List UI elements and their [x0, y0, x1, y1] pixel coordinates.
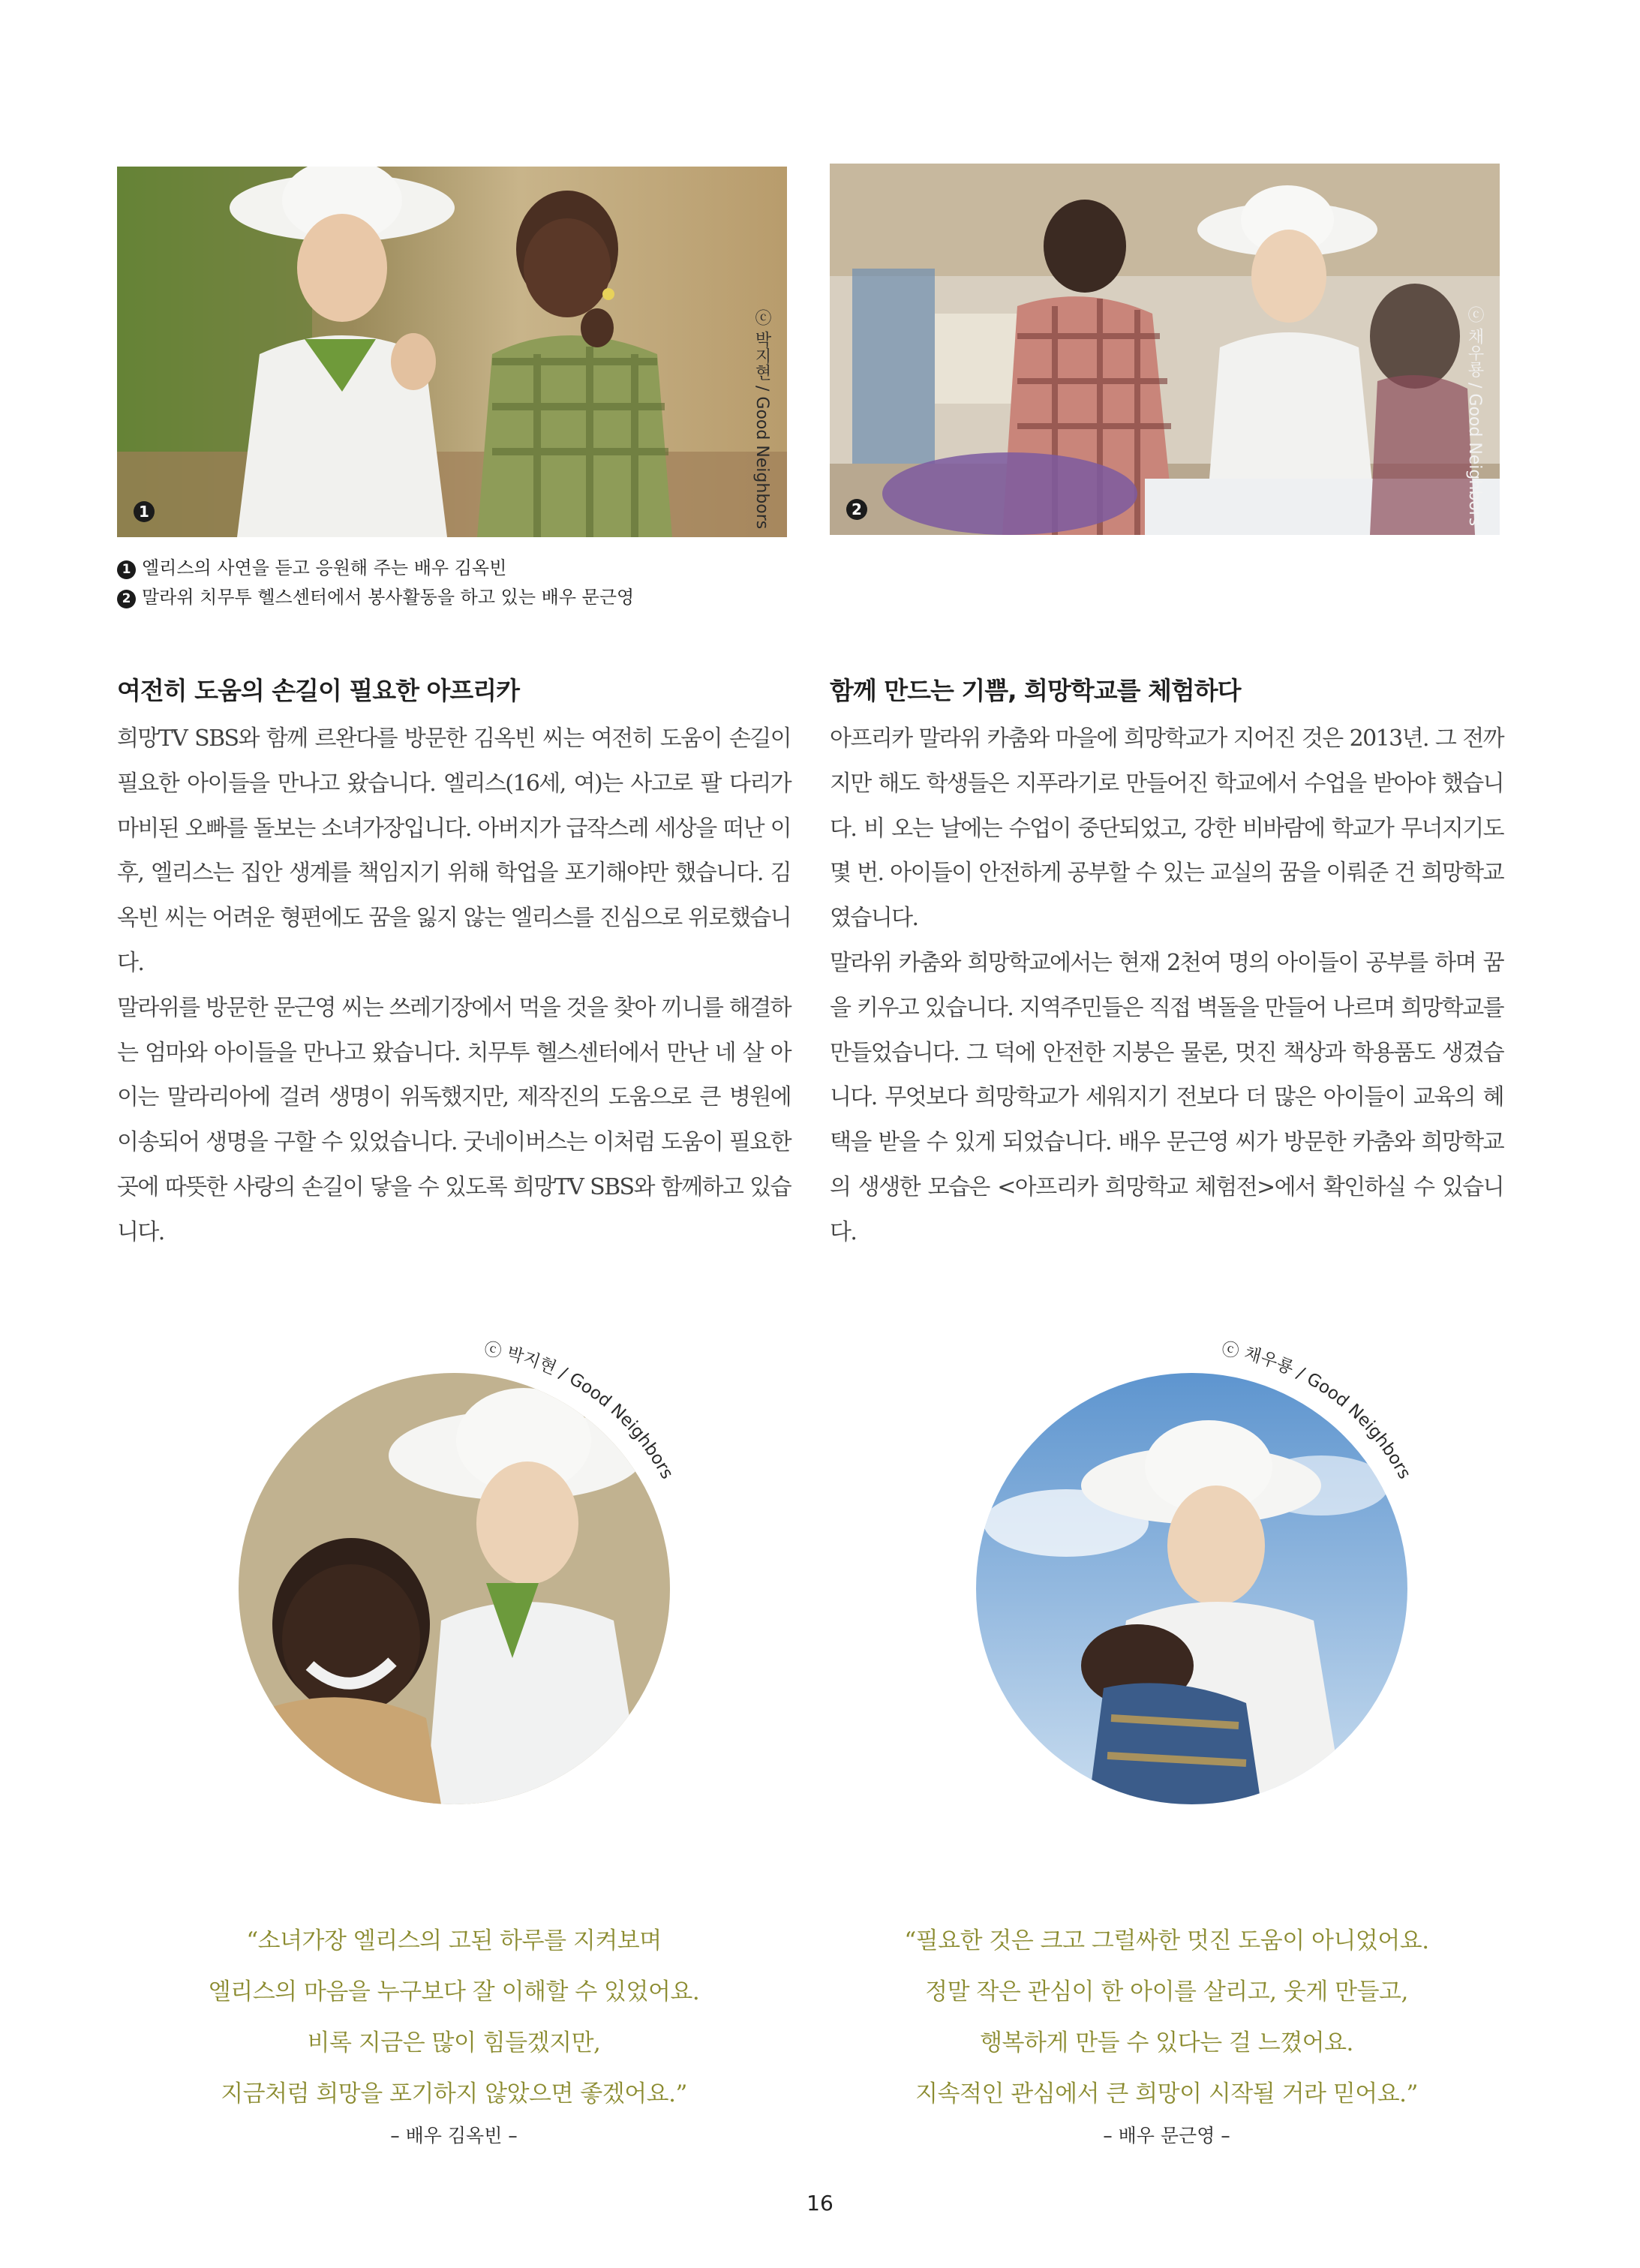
photo-2 [830, 164, 1500, 535]
quote-1-line-2: 엘리스의 마음을 누구보다 잘 이해할 수 있었어요. [208, 1978, 700, 2005]
quote-kim-okbin [116, 1915, 791, 2151]
quote-2-line-1: “필요한 것은 크고 그럴싸한 멋진 도움이 아니었어요. [904, 1927, 1429, 1954]
quote-1-line-1: “소녀가장 엘리스의 고된 하루를 지켜보며 [246, 1927, 662, 1954]
photo-1-number: 1 [134, 501, 155, 522]
caption-1-number: 1 [117, 560, 136, 579]
left-heading: 여전히 도움의 손길이 필요한 아프리카 [117, 676, 520, 705]
caption-1-text: 엘리스의 사연을 듣고 응원해 주는 배우 김옥빈 [142, 557, 507, 578]
quote-2-attribution: – 배우 문근영 – [1103, 2125, 1230, 2146]
photo-captions [117, 554, 634, 612]
quote-2-line-4: 지속적인 관심에서 큰 희망이 시작될 거라 믿어요.” [915, 2080, 1418, 2107]
left-body-paragraph-1: 희망TV SBS와 함께 르완다를 방문한 김옥빈 씨는 여전히 도움이 손길이 필요한 아이들을 만나고 왔습니다. 엘리스(16세, 여)는 사고로 팔 다리가 마비된 오빠를 돌보는 소녀가장입니다. 아버지가 급작스레 세상을 떠난 이후, 엘리스는 집안 생계를 책임지기 위해 학업을 포기해야만 했습니다. 김옥빈 씨는 어려운 형편에도 꿈을 잃지 않는 엘리스를 진심으로 위로했습니다. [117, 725, 791, 976]
circle-photo-2-credit: ⓒ 채우룡 / Good Neighbors [1220, 1339, 1415, 1482]
right-body-paragraph-1: 아프리카 말라위 카춤와 마을에 희망학교가 지어진 것은 2013년. 그 전까지만 해도 학생들은 지푸라기로 만들어진 학교에서 수업을 받아야 했습니다. 비 오는 날에는 수업이 중단되었고, 강한 비바람에 학교가 무너지기도 몇 번. 아이들이 안전하게 공부할 수 있는 교실의 꿈을 이뤄준 건 희망학교였습니다. [830, 725, 1503, 932]
photo-1 [117, 167, 787, 537]
caption-1 [117, 554, 634, 583]
circle-photo-2 [976, 1373, 1407, 1804]
circle-photo-1-credit: ⓒ 박지현 / Good Neighbors [482, 1339, 677, 1482]
left-article [117, 671, 791, 1255]
circle-photo-2-illustration [976, 1373, 1407, 1804]
right-body-paragraph-2: 말라위 카춤와 희망학교에서는 현재 2천여 명의 아이들이 공부를 하며 꿈을 키우고 있습니다. 지역주민들은 직접 벽돌을 만들어 나르며 희망학교를 만들었습니다. 그 덕에 안전한 지붕은 물론, 멋진 책상과 학용품도 생겼습니다. 무엇보다 희망학교가 세워지기 전보다 더 많은 아이들이 교육의 혜택을 받을 수 있게 되었습니다. 배우 문근영 씨가 방문한 카춤와 희망학교의 생생한 모습은 <아프리카 희망학교 체험전>에서 확인하실 수 있습니다. [830, 949, 1503, 1245]
photo-1-credit: ⓒ 박지현 / Good Neighbors [752, 309, 771, 530]
photo-2-illustration [830, 164, 1500, 535]
right-heading: 함께 만드는 기쁨, 희망학교를 체험하다 [830, 676, 1241, 705]
quote-moon-geunyoung [829, 1915, 1504, 2151]
photo-2-credit: ⓒ 채우룡 / Good Neighbors [1465, 306, 1484, 527]
quote-1-line-3: 비록 지금은 많이 힘들겠지만, [307, 2029, 601, 2056]
caption-2 [117, 583, 634, 612]
caption-2-text: 말라위 치무투 헬스센터에서 봉사활동을 하고 있는 배우 문근영 [142, 587, 635, 608]
right-article [830, 671, 1503, 1255]
quote-2-line-2: 정말 작은 관심이 한 아이를 살리고, 웃게 만들고, [925, 1978, 1408, 2005]
page-number: 16 [806, 2191, 834, 2215]
quote-1-line-4: 지금처럼 희망을 포기하지 않았으면 좋겠어요.” [221, 2080, 687, 2107]
left-body-paragraph-2: 말라위를 방문한 문근영 씨는 쓰레기장에서 먹을 것을 찾아 끼니를 해결하는 엄마와 아이들을 만나고 왔습니다. 치무투 헬스센터에서 만난 네 살 아이는 말라리아에 걸려 생명이 위독했지만, 제작진의 도움으로 큰 병원에 이송되어 생명을 구할 수 있었습니다. 굿네이버스는 이처럼 도움이 필요한 곳에 따뜻한 사랑의 손길이 닿을 수 있도록 희망TV SBS와 함께하고 있습니다. [117, 994, 791, 1245]
quote-2-line-3: 행복하게 만들 수 있다는 걸 느꼈어요. [980, 2029, 1353, 2056]
circle-photo-1-illustration [239, 1373, 670, 1804]
photo-1-illustration [117, 167, 787, 537]
photo-2-number: 2 [846, 499, 867, 520]
quote-1-attribution: – 배우 김옥빈 – [390, 2125, 518, 2146]
caption-2-number: 2 [117, 590, 136, 608]
circle-photo-1 [239, 1373, 670, 1804]
